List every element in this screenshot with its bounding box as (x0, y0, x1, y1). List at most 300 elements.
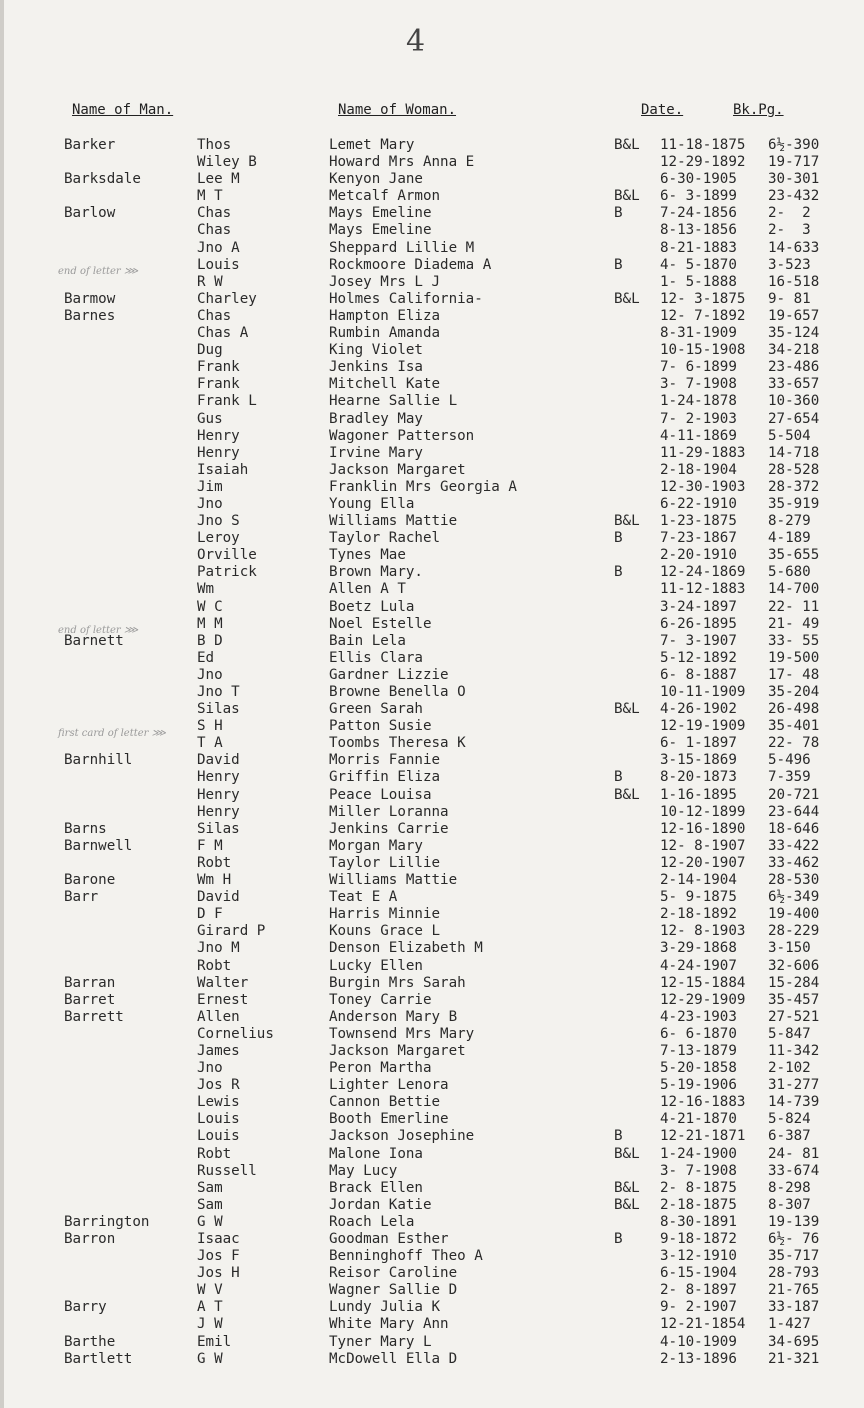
entry-code: B&L (614, 1145, 640, 1162)
entry-bkpg: 27-521 (768, 1008, 820, 1025)
entry-bkpg: 33- 55 (768, 632, 820, 649)
entry-woman: Morgan Mary (329, 837, 423, 854)
entry-woman: Green Sarah (329, 701, 423, 718)
entry-bkpg: 8-298 (768, 1179, 811, 1196)
entry-woman: Lemet Mary (329, 137, 415, 153)
entry-row (0, 1128, 864, 1145)
entry-bkpg: 34-695 (768, 1333, 820, 1350)
entry-date: 2-18-1875 (660, 1196, 737, 1213)
entry-woman: Josey Mrs L J (329, 273, 441, 290)
entry-woman: Lucky Ellen (329, 957, 423, 974)
entry-row (0, 342, 864, 359)
entry-first: F M (197, 837, 223, 854)
entry-first: Dug (197, 342, 223, 359)
entry-woman: Morris Fannie (329, 752, 441, 769)
entry-date: 12-16-1890 (660, 820, 746, 837)
entry-first: Wiley B (197, 154, 257, 171)
entry-first: Russell (197, 1162, 257, 1179)
entry-date: 12-29-1892 (660, 154, 746, 171)
entry-first: W V (197, 1282, 223, 1299)
entry-date: 10-15-1908 (660, 342, 746, 359)
entry-date: 2-18-1892 (660, 906, 737, 923)
entry-bkpg: 34-218 (768, 342, 820, 359)
entry-bkpg: 28-528 (768, 461, 820, 478)
entry-row (0, 1197, 864, 1214)
entry-row (0, 411, 864, 428)
entry-row (0, 1214, 864, 1231)
entry-bkpg: 22- 78 (768, 735, 820, 752)
entry-date: 7-13-1879 (660, 1042, 737, 1059)
entry-bkpg: 5-824 (768, 1111, 811, 1128)
entry-first: Allen (197, 1008, 240, 1025)
entry-woman: Lighter Lenora (329, 1077, 449, 1094)
entry-bkpg: 28-530 (768, 872, 820, 889)
entry-woman: Mays Emeline (329, 222, 432, 239)
entry-bkpg: 15-284 (768, 974, 820, 991)
entry-row (0, 137, 864, 154)
entry-row (0, 1111, 864, 1128)
entry-bkpg: 31-277 (768, 1077, 820, 1094)
entry-woman: Patton Susie (329, 718, 432, 735)
entry-date: 8-31-1909 (660, 325, 737, 342)
entry-bkpg: 6½-349 (768, 889, 820, 906)
entry-woman: Jenkins Isa (329, 359, 423, 376)
entry-woman: Jordan Katie (329, 1196, 432, 1213)
entry-date: 6- 6-1870 (660, 1025, 737, 1042)
entry-row (0, 564, 864, 581)
entry-woman: Griffin Eliza (329, 769, 441, 786)
entry-date: 4-23-1903 (660, 1008, 737, 1025)
entry-bkpg: 6½- 76 (768, 1231, 820, 1247)
entry-bkpg: 7-359 (768, 769, 811, 786)
entry-bkpg: 8-279 (768, 513, 811, 530)
entry-woman: Teat E A (329, 889, 398, 906)
entry-woman: Benninghoff Theo A (329, 1248, 483, 1265)
entry-woman: Malone Iona (329, 1145, 423, 1162)
entry-woman: Allen A T (329, 581, 406, 598)
entry-bkpg: 22- 11 (768, 598, 820, 615)
entry-date: 5-19-1906 (660, 1077, 737, 1094)
entry-first: D F (197, 906, 223, 923)
entry-first: Jos H (197, 1265, 240, 1282)
entry-date: 8-13-1856 (660, 222, 737, 239)
entry-code: B (614, 530, 623, 547)
entry-surname: Barnes (64, 307, 116, 324)
entry-row (0, 1026, 864, 1043)
entry-woman: Young Ella (329, 495, 415, 512)
entry-row (0, 872, 864, 889)
entry-woman: Browne Benella O (329, 684, 466, 700)
entry-code: B (614, 1128, 623, 1145)
entry-first: Jno (197, 666, 223, 683)
entry-date: 4-26-1902 (660, 701, 737, 718)
entry-date: 7-23-1867 (660, 530, 737, 547)
entry-row (0, 787, 864, 804)
entry-bkpg: 14-718 (768, 444, 820, 461)
entry-date: 7- 3-1907 (660, 632, 737, 649)
entry-first: G W (197, 1350, 223, 1367)
entry-woman: White Mary Ann (329, 1316, 449, 1333)
entry-first: Frank L (197, 393, 257, 410)
entry-woman: Brack Ellen (329, 1179, 423, 1196)
entry-first: Silas (197, 701, 240, 718)
entry-bkpg: 2- 2 (768, 205, 811, 222)
entry-woman: Rumbin Amanda (329, 325, 441, 342)
entry-code: B&L (614, 1196, 640, 1213)
entry-date: 5-12-1892 (660, 649, 737, 666)
entry-code: B&L (614, 137, 640, 153)
entry-first: Isaac (197, 1231, 240, 1247)
entry-woman: Irvine Mary (329, 444, 423, 461)
entry-first: James (197, 1042, 240, 1059)
entry-code: B (614, 769, 623, 786)
entry-surname: Barnett (64, 632, 124, 649)
entry-woman: Sheppard Lillie M (329, 239, 475, 256)
entry-date: 1-16-1895 (660, 786, 737, 803)
entry-surname: Barker (64, 137, 116, 153)
entry-woman: Tyner Mary L (329, 1333, 432, 1350)
entry-first: Chas (197, 307, 232, 324)
entry-first: Henry (197, 444, 240, 461)
entry-row (0, 428, 864, 445)
entry-date: 3-29-1868 (660, 940, 737, 957)
entry-date: 12-24-1869 (660, 564, 746, 581)
entry-surname: Barrington (64, 1213, 150, 1230)
entry-woman: Kenyon Jane (329, 171, 423, 188)
entry-row (0, 855, 864, 872)
entry-first: Patrick (197, 564, 257, 581)
entry-woman: Holmes California- (329, 290, 483, 307)
entry-date: 3-15-1869 (660, 752, 737, 769)
entry-date: 5-20-1858 (660, 1060, 737, 1077)
entry-woman: Anderson Mary B (329, 1008, 458, 1025)
entry-first: Thos (197, 137, 232, 153)
entry-bkpg: 24- 81 (768, 1145, 820, 1162)
entry-woman: Denson Elizabeth M (329, 940, 483, 957)
entry-row (0, 958, 864, 975)
entry-woman: May Lucy (329, 1162, 398, 1179)
entry-woman: McDowell Ella D (329, 1350, 458, 1367)
entry-first: Walter (197, 974, 249, 991)
entry-date: 10-11-1909 (660, 684, 746, 700)
entry-bkpg: 2-102 (768, 1060, 811, 1077)
entry-date: 3-12-1910 (660, 1248, 737, 1265)
entry-bkpg: 1-427 (768, 1316, 811, 1333)
entry-date: 11-18-1875 (660, 137, 746, 153)
entry-row (0, 992, 864, 1009)
entry-woman: Taylor Rachel (329, 530, 441, 547)
entry-bkpg: 19-500 (768, 649, 820, 666)
entry-date: 6-22-1910 (660, 495, 737, 512)
entry-woman: Toney Carrie (329, 991, 432, 1008)
entry-date: 12-21-1854 (660, 1316, 746, 1333)
entry-woman: Wagner Sallie D (329, 1282, 458, 1299)
entry-code: B&L (614, 786, 640, 803)
entry-first: M T (197, 188, 223, 205)
entry-woman: King Violet (329, 342, 423, 359)
entry-bkpg: 5-680 (768, 564, 811, 581)
entry-bkpg: 28-793 (768, 1265, 820, 1282)
entry-date: 1-23-1875 (660, 513, 737, 530)
entry-date: 12- 7-1892 (660, 307, 746, 324)
entry-date: 4-21-1870 (660, 1111, 737, 1128)
entry-bkpg: 14-739 (768, 1094, 820, 1111)
entry-row (0, 1163, 864, 1180)
entry-surname: Barlow (64, 205, 116, 222)
entry-first: Jno T (197, 684, 240, 700)
entry-first: Sam (197, 1179, 223, 1196)
entry-date: 1- 5-1888 (660, 273, 737, 290)
entry-row (0, 325, 864, 342)
entry-date: 1-24-1878 (660, 393, 737, 410)
entry-woman: Hearne Sallie L (329, 393, 458, 410)
entry-woman: Burgin Mrs Sarah (329, 974, 466, 991)
entry-date: 2-13-1896 (660, 1350, 737, 1367)
entry-bkpg: 6-387 (768, 1128, 811, 1145)
entry-bkpg: 33-674 (768, 1162, 820, 1179)
entry-woman: Hampton Eliza (329, 307, 441, 324)
entry-row (0, 205, 864, 222)
page-number: 4 (406, 24, 426, 59)
entry-woman: Bain Lela (329, 632, 406, 649)
entry-row (0, 1009, 864, 1026)
entry-code: B&L (614, 1179, 640, 1196)
entry-bkpg: 21-321 (768, 1350, 820, 1367)
entry-first: R W (197, 273, 223, 290)
entry-code: B (614, 205, 623, 222)
entry-woman: Howard Mrs Anna E (329, 154, 475, 171)
margin-note: end of letter ⋙ (58, 265, 139, 277)
entry-date: 2-14-1904 (660, 872, 737, 889)
entry-first: Gus (197, 410, 223, 427)
header-date: Date. (641, 102, 684, 118)
entry-code: B&L (614, 188, 640, 205)
margin-note: end of letter ⋙ (58, 624, 139, 636)
entry-row (0, 445, 864, 462)
entry-row (0, 188, 864, 205)
entry-surname: Barry (64, 1299, 107, 1316)
entry-bkpg: 6½-390 (768, 137, 820, 153)
entry-first: Chas (197, 205, 232, 222)
entry-woman: Brown Mary. (329, 564, 423, 581)
entry-code: B (614, 1231, 623, 1247)
entry-woman: Toombs Theresa K (329, 735, 466, 752)
entry-woman: Mitchell Kate (329, 376, 441, 393)
entry-bkpg: 23-644 (768, 803, 820, 820)
entry-surname: Barnwell (64, 837, 133, 854)
entry-bkpg: 23-432 (768, 188, 820, 205)
entry-date: 3- 7-1908 (660, 1162, 737, 1179)
entry-first: W C (197, 598, 223, 615)
entry-bkpg: 33-422 (768, 837, 820, 854)
entry-surname: Bartlett (64, 1350, 133, 1367)
entry-bkpg: 28-229 (768, 923, 820, 940)
entry-bkpg: 5-504 (768, 427, 811, 444)
entry-first: S H (197, 718, 223, 735)
entry-bkpg: 33-462 (768, 854, 820, 871)
entry-first: Chas A (197, 325, 249, 342)
entry-row (0, 496, 864, 513)
entry-code: B&L (614, 513, 640, 530)
entry-first: Sam (197, 1196, 223, 1213)
entry-row (0, 1265, 864, 1282)
entry-date: 3-24-1897 (660, 598, 737, 615)
entry-date: 6- 3-1899 (660, 188, 737, 205)
entry-date: 4- 5-1870 (660, 256, 737, 273)
entry-row (0, 1248, 864, 1265)
entry-bkpg: 19-400 (768, 906, 820, 923)
entry-row (0, 701, 864, 718)
entry-date: 4-10-1909 (660, 1333, 737, 1350)
entry-bkpg: 16-518 (768, 273, 820, 290)
entry-row (0, 975, 864, 992)
entry-row (0, 530, 864, 547)
entry-woman: Wagoner Patterson (329, 427, 475, 444)
entry-bkpg: 18-646 (768, 820, 820, 837)
entry-bkpg: 23-486 (768, 359, 820, 376)
entry-date: 2- 8-1875 (660, 1179, 737, 1196)
entry-row (0, 1299, 864, 1316)
entry-row (0, 547, 864, 564)
entry-row (0, 581, 864, 598)
entry-woman: Peace Louisa (329, 786, 432, 803)
entry-row (0, 804, 864, 821)
entry-surname: Barron (64, 1231, 116, 1247)
entry-bkpg: 28-372 (768, 478, 820, 495)
entry-row (0, 769, 864, 786)
entry-bkpg: 4-189 (768, 530, 811, 547)
entry-bkpg: 35-655 (768, 547, 820, 564)
entry-first: Girard P (197, 923, 266, 940)
entry-row (0, 479, 864, 496)
entry-surname: Barr (64, 889, 99, 906)
entry-row (0, 222, 864, 239)
entry-surname: Barns (64, 820, 107, 837)
entry-bkpg: 30-301 (768, 171, 820, 188)
entry-woman: Williams Mattie (329, 513, 458, 530)
entry-first: Wm H (197, 872, 232, 889)
entry-first: Robt (197, 957, 232, 974)
entry-first: J W (197, 1316, 223, 1333)
header-bkpg: Bk.Pg. (733, 102, 784, 118)
entry-first: Frank (197, 376, 240, 393)
entry-bkpg: 3-523 (768, 256, 811, 273)
entry-date: 12-20-1907 (660, 854, 746, 871)
entry-woman: Cannon Bettie (329, 1094, 441, 1111)
entry-bkpg: 20-721 (768, 786, 820, 803)
entry-first: Robt (197, 1145, 232, 1162)
entry-row (0, 393, 864, 410)
entry-row (0, 906, 864, 923)
entry-row (0, 376, 864, 393)
entry-first: B D (197, 632, 223, 649)
entry-row (0, 684, 864, 701)
entry-row (0, 599, 864, 616)
entry-date: 7- 6-1899 (660, 359, 737, 376)
entry-row (0, 1231, 864, 1248)
entry-row (0, 667, 864, 684)
entry-first: Robt (197, 854, 232, 871)
entry-bkpg: 35-717 (768, 1248, 820, 1265)
entry-woman: Ellis Clara (329, 649, 423, 666)
entry-first: A T (197, 1299, 223, 1316)
entry-date: 11-29-1883 (660, 444, 746, 461)
entry-first: Jos R (197, 1077, 240, 1094)
entry-woman: Jackson Margaret (329, 461, 466, 478)
entry-row (0, 1146, 864, 1163)
entry-date: 6-15-1904 (660, 1265, 737, 1282)
entry-row (0, 1180, 864, 1197)
entry-bkpg: 35-204 (768, 684, 820, 700)
entry-bkpg: 2- 3 (768, 222, 811, 239)
entry-row (0, 462, 864, 479)
entry-date: 8-21-1883 (660, 239, 737, 256)
entry-bkpg: 27-654 (768, 410, 820, 427)
entry-first: Wm (197, 581, 215, 598)
entry-woman: Mays Emeline (329, 205, 432, 222)
entry-date: 7- 2-1903 (660, 410, 737, 427)
entry-first: Silas (197, 820, 240, 837)
entry-first: Emil (197, 1333, 232, 1350)
header-man: Name of Man. (72, 102, 174, 118)
entry-bkpg: 3-150 (768, 940, 811, 957)
entry-woman: Franklin Mrs Georgia A (329, 478, 517, 495)
entry-bkpg: 19-657 (768, 307, 820, 324)
entry-date: 12-15-1884 (660, 974, 746, 991)
entry-first: Lewis (197, 1094, 240, 1111)
entry-first: Henry (197, 427, 240, 444)
entry-first: M M (197, 615, 223, 632)
entries-list (0, 137, 864, 1368)
entry-first: David (197, 889, 240, 906)
entry-first: Henry (197, 786, 240, 803)
entry-row (0, 940, 864, 957)
entry-woman: Jackson Margaret (329, 1042, 466, 1059)
entry-first: Jim (197, 478, 223, 495)
entry-date: 12- 8-1903 (660, 923, 746, 940)
entry-surname: Barrett (64, 1008, 124, 1025)
entry-first: Leroy (197, 530, 240, 547)
entry-date: 1-24-1900 (660, 1145, 737, 1162)
entry-woman: Boetz Lula (329, 598, 415, 615)
entry-woman: Tynes Mae (329, 547, 406, 564)
entry-first: Jos F (197, 1248, 240, 1265)
entry-first: Cornelius (197, 1025, 274, 1042)
entry-row (0, 923, 864, 940)
entry-bkpg: 35-124 (768, 325, 820, 342)
entry-date: 6-30-1905 (660, 171, 737, 188)
entry-row (0, 240, 864, 257)
entry-date: 10-12-1899 (660, 803, 746, 820)
entry-first: Jno A (197, 239, 240, 256)
entry-row (0, 154, 864, 171)
entry-row (0, 1334, 864, 1351)
entry-date: 4-11-1869 (660, 427, 737, 444)
entry-woman: Jackson Josephine (329, 1128, 475, 1145)
entry-row (0, 1043, 864, 1060)
entry-surname: Barret (64, 991, 116, 1008)
entry-bkpg: 10-360 (768, 393, 820, 410)
entry-woman: Reisor Caroline (329, 1265, 458, 1282)
entry-first: Jno S (197, 513, 240, 530)
entry-bkpg: 33-187 (768, 1299, 820, 1316)
entry-date: 12- 3-1875 (660, 290, 746, 307)
entry-date: 6-26-1895 (660, 615, 737, 632)
entry-row (0, 291, 864, 308)
entry-woman: Taylor Lillie (329, 854, 441, 871)
entry-first: Ernest (197, 991, 249, 1008)
entry-date: 2-20-1910 (660, 547, 737, 564)
